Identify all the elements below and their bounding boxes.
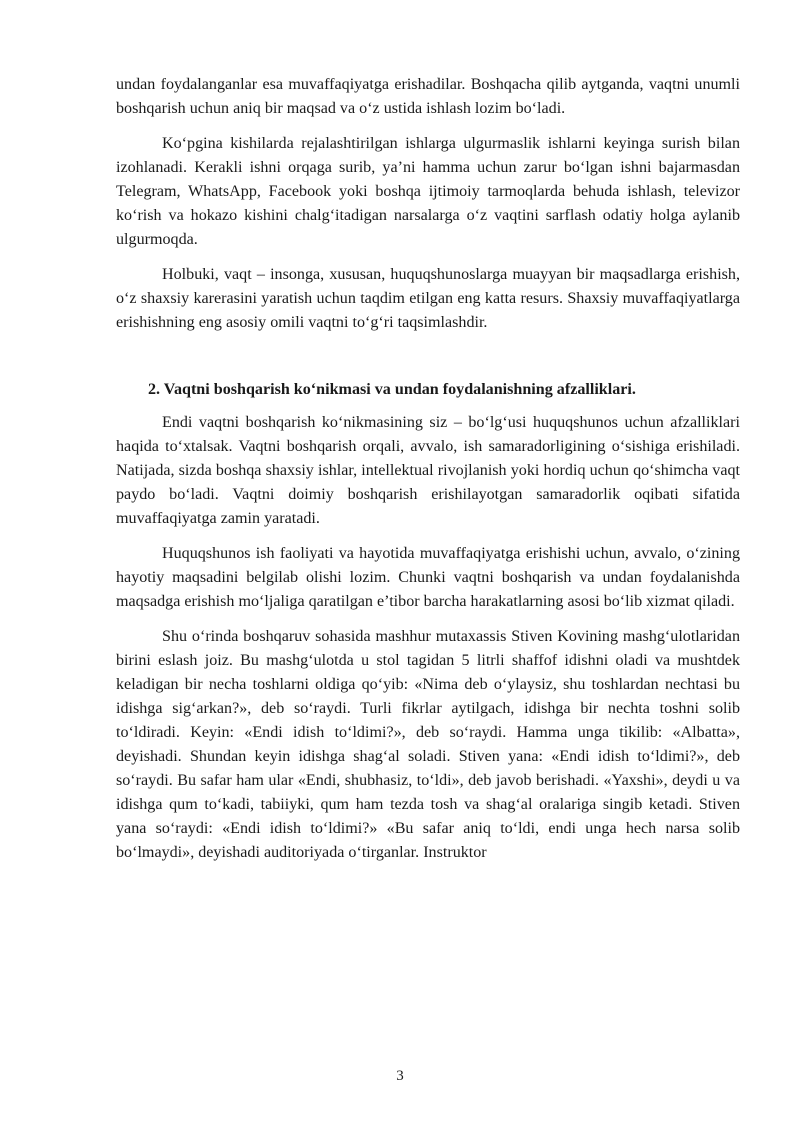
page-number: 3: [396, 1068, 404, 1084]
paragraph: Endi vaqtni boshqarish ko‘nikmasining siz – bo‘lg‘usi huquqshunos uchun afzalliklari haqida to‘xtalsak. Vaqtni boshqarish orqali, avvalo, ish samaradorligining o‘sishiga erishiladi. Natijada, sizda boshqa shaxsiy ishlar, intellektual rivojlanish yoki hordiq uchun qo‘shimcha vaqt paydo bo‘ladi. Vaqtni doimiy boshqarish erishilayotgan samaradorlik oqibati sifatida muvaffaqiyatga zamin yaratadi.: [116, 414, 740, 527]
section-heading: 2. Vaqtni boshqarish ko‘nikmasi va undan foydalanishning afzalliklari.: [148, 381, 636, 398]
paragraph: Ko‘pgina kishilarda rejalashtirilgan ishlarga ulgurmaslik ishlarni keyinga surish bilan izohlanadi. Kerakli ishni orqaga surib, ya’ni hamma uchun zarur bo‘lgan ishni bajarmasdan Telegram, WhatsApp, Facebook yoki boshqa ijtimoiy tarmoqlarda behuda ishlash, televizor ko‘rish va hokazo kishini chalg‘itadigan narsalarga o‘z vaqtini sarflash odatiy holga aylanib ulgurmoqda.: [116, 135, 740, 248]
paragraph-continuation: undan foydalanganlar esa muvaffaqiyatga erishadilar. Boshqacha qilib aytganda, vaqtni unumli boshqarish uchun aniq bir maqsad va o‘z ustida ishlash lozim bo‘ladi.: [116, 76, 740, 117]
paragraph: Huquqshunos ish faoliyati va hayotida muvaffaqiyatga erishishi uchun, avvalo, o‘zining hayotiy maqsadini belgilab olishi lozim. Chunki vaqtni boshqarish va undan foydalanishda maqsadga erishish mo‘ljaliga qaratilgan e’tibor barcha harakatlarning asosi bo‘lib xizmat qiladi.: [116, 545, 740, 610]
paragraph: Shu o‘rinda boshqaruv sohasida mashhur mutaxassis Stiven Kovining mashg‘ulotlaridan birini eslash joiz. Bu mashg‘ulotda u stol tagidan 5 litrli shaffof idishni oladi va mushtdek keladigan bir necha toshlarni oldiga qo‘yib: «Nima deb o‘ylaysiz, shu toshlardan nechtasi bu idishga sig‘arkan?», deb so‘raydi. Turli fikrlar aytilgach, idishga bir nechta toshni solib to‘ldiradi. Keyin: «Endi idish to‘ldimi?», deb so‘raydi. Hamma unga tikilib: «Albatta», deyishadi. Shundan keyin idishga shag‘al soladi. Stiven yana: «Endi idish to‘ldimi?», deb so‘raydi. Bu safar ham ular «Endi, shubhasiz, to‘ldi», deb javob berishadi. «Yaxshi», deydi u va idishga qum to‘kadi, tabiiyki, qum ham tezda tosh va shag‘al oralariga singib ketadi. Stiven yana so‘raydi: «Endi idish to‘ldimi?» «Bu safar aniq to‘ldi, endi unga hech narsa solib bo‘lmaydi», deyishadi auditoriyada o‘tirganlar. Instruktor: [116, 628, 740, 861]
section-spacer: [116, 335, 740, 378]
paragraph: Holbuki, vaqt – insonga, xususan, huquqshunoslarga muayyan bir maqsadlarga erishish, o‘z shaxsiy karerasini yaratish uchun taqdim etilgan eng katta resurs. Shaxsiy muvaffaqiyatlarga erishishning eng asosiy omili vaqtni to‘g‘ri taqsimlashdir.: [116, 266, 740, 331]
document-page: [116, 73, 740, 865]
